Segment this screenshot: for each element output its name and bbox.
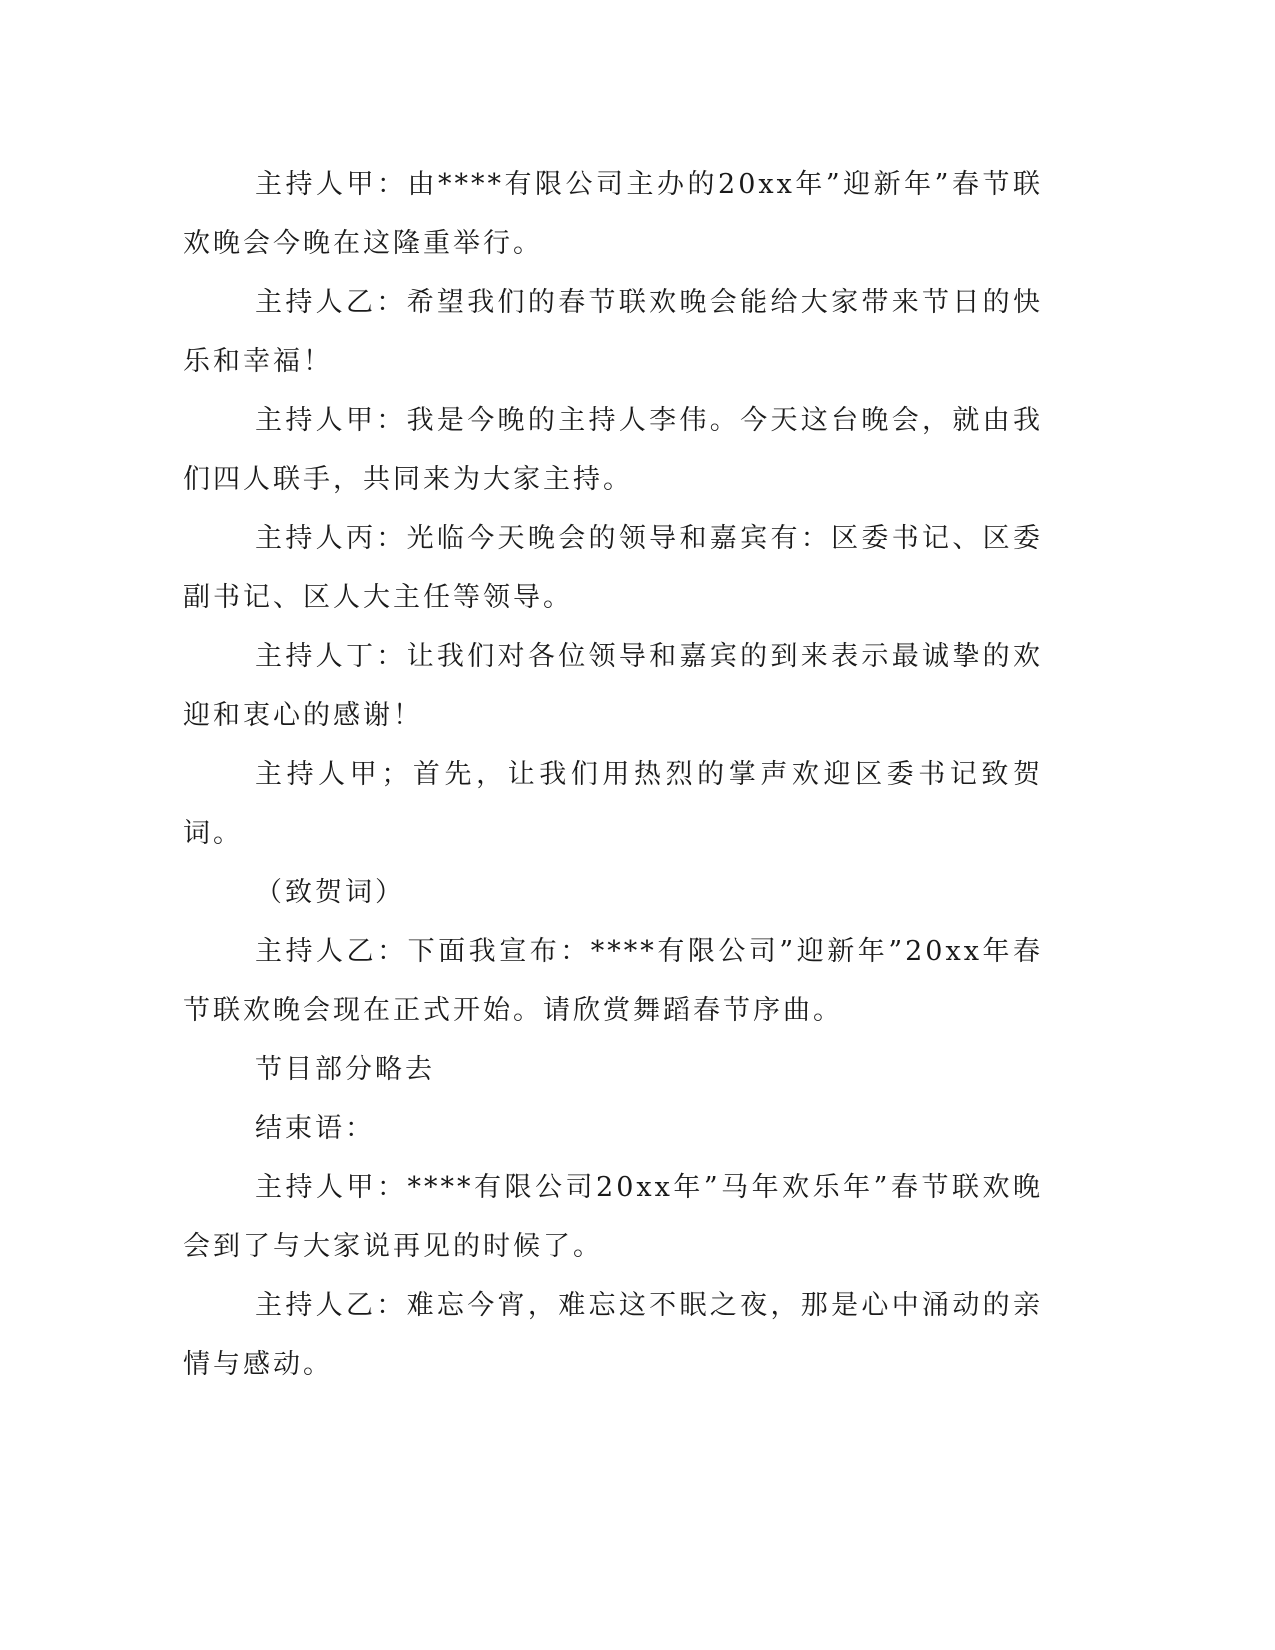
paragraph-program-omitted: 节目部分略去 <box>255 1054 435 1085</box>
paragraph-host-b-farewell: 主持人乙：难忘今宵，难忘这不眠之夜，那是心中涌动的亲情与感动。 <box>183 1290 1043 1380</box>
paragraph-host-a-farewell: 主持人甲：****有限公司20xx年”马年欢乐年”春节联欢晚会到了与大家说再见的时候了。 <box>183 1172 1043 1262</box>
paragraph-host-b-wishes: 主持人乙：希望我们的春节联欢晚会能给大家带来节日的快乐和幸福！ <box>183 287 1043 377</box>
paragraph-host-a-intro: 主持人甲：我是今晚的主持人李伟。今天这台晚会，就由我们四人联手，共同来为大家主持。 <box>183 405 1043 495</box>
paragraph-host-c-guests: 主持人丙：光临今天晚会的领导和嘉宾有：区委书记、区委副书记、区人大主任等领导。 <box>183 523 1043 613</box>
paragraph-closing-heading: 结束语： <box>255 1113 375 1144</box>
paragraph-host-a-speech: 主持人甲；首先，让我们用热烈的掌声欢迎区委书记致贺词。 <box>183 759 1043 849</box>
paragraph-host-b-announce: 主持人乙：下面我宣布：****有限公司”迎新年”20xx年春节联欢晚会现在正式开始。请欣赏舞蹈春节序曲。 <box>183 936 1043 1026</box>
paragraph-host-a-opening: 主持人甲：由****有限公司主办的20xx年”迎新年”春节联欢晚会今晚在这隆重举行。 <box>183 169 1043 259</box>
paragraph-congratulation-note: （致贺词） <box>255 877 405 908</box>
document-body <box>183 155 1043 1394</box>
paragraph-host-d-welcome: 主持人丁：让我们对各位领导和嘉宾的到来表示最诚挚的欢迎和衷心的感谢！ <box>183 641 1043 731</box>
